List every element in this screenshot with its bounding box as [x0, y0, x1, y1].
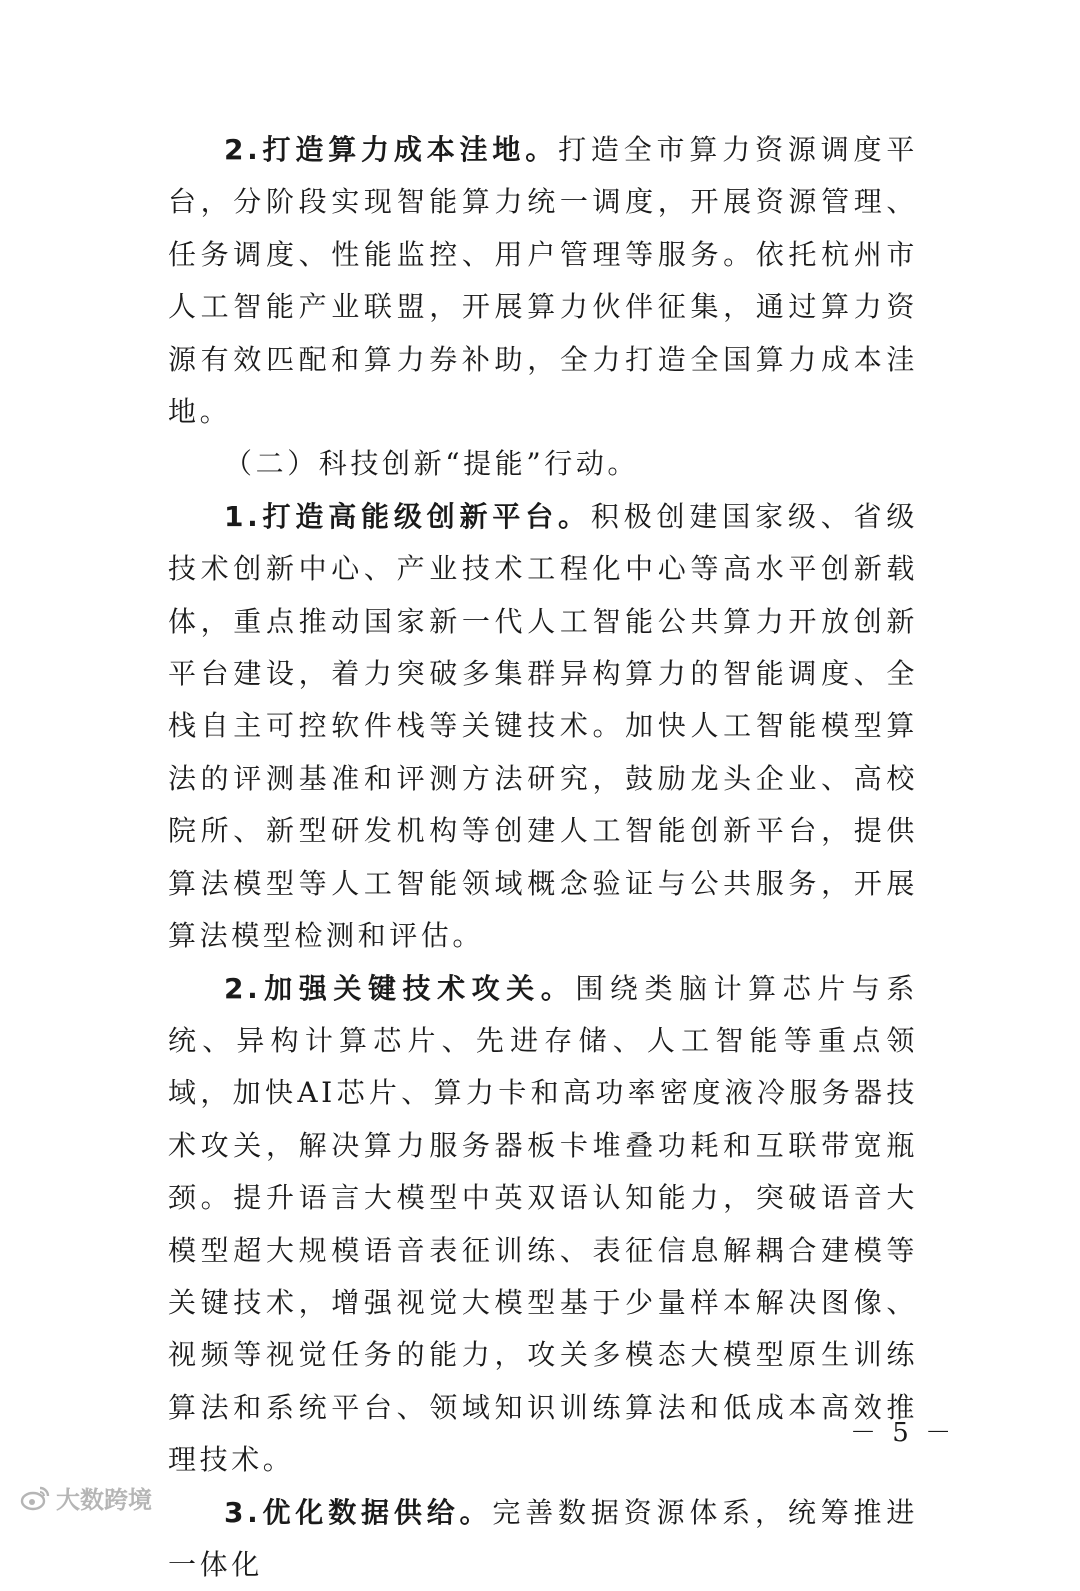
page-number: － 5 － — [850, 1418, 956, 1448]
paragraph-text: 围绕类脑计算芯片与系统、异构计算芯片、先进存储、人工智能等重点领域，加快AI芯片、算力卡和高功率密度液冷服务器技术攻关，解决算力服务器板卡堆叠功耗和互联带宽瓶颈。提升语言大模型中英双语认知能力，突破语音大模型超大规模语音表征训练、表征信息解耦合建模等关键技术，增强视觉大模型基于少量样本解决图像、视频等视觉任务的能力，攻关多模态大模型原生训练算法和系统平台、领域知识训练算法和低成本高效推理技术。 — [168, 971, 918, 1477]
paragraph-lead: 2.打造算力成本洼地。 — [224, 133, 559, 166]
watermark-text: 大数跨境 — [56, 1486, 152, 1514]
document-body — [168, 124, 918, 1591]
paragraph-data-supply — [168, 1487, 918, 1591]
paragraph-key-tech — [168, 963, 918, 1487]
paragraph-text: 完善数据资源体系，统筹推进一体化 — [168, 1495, 918, 1581]
paragraph-lead: 3.优化数据供给。 — [224, 1495, 493, 1529]
paragraph-lead: 2.加强关键技术攻关。 — [224, 971, 576, 1005]
section-heading-text: （二）科技创新“提能”行动。 — [224, 447, 640, 481]
paragraph-lead: 1.打造高能级创新平台。 — [224, 499, 591, 533]
paragraph-innovation-platform — [168, 491, 918, 963]
weibo-logo-icon — [20, 1485, 50, 1511]
watermark — [20, 1480, 152, 1515]
paragraph-text: 打造全市算力资源调度平台，分阶段实现智能算力统一调度，开展资源管理、任务调度、性能监控、用户管理等服务。依托杭州市人工智能产业联盟，开展算力伙伴征集，通过算力资源有效匹配和算力券补助，全力打造全国算力成本洼地。 — [168, 133, 918, 429]
paragraph-compute-cost — [168, 124, 918, 438]
paragraph-text: 积极创建国家级、省级技术创新中心、产业技术工程化中心等高水平创新载体，重点推动国家新一代人工智能公共算力开放创新平台建设，着力突破多集群异构算力的智能调度、全栈自主可控软件栈等关键技术。加快人工智能模型算法的评测基准和评测方法研究，鼓励龙头企业、高校院所、新型研发机构等创建人工智能创新平台，提供算法模型等人工智能领域概念验证与公共服务，开展算法模型检测和评估。 — [168, 499, 918, 953]
section-heading-tech-innovation — [168, 438, 918, 490]
